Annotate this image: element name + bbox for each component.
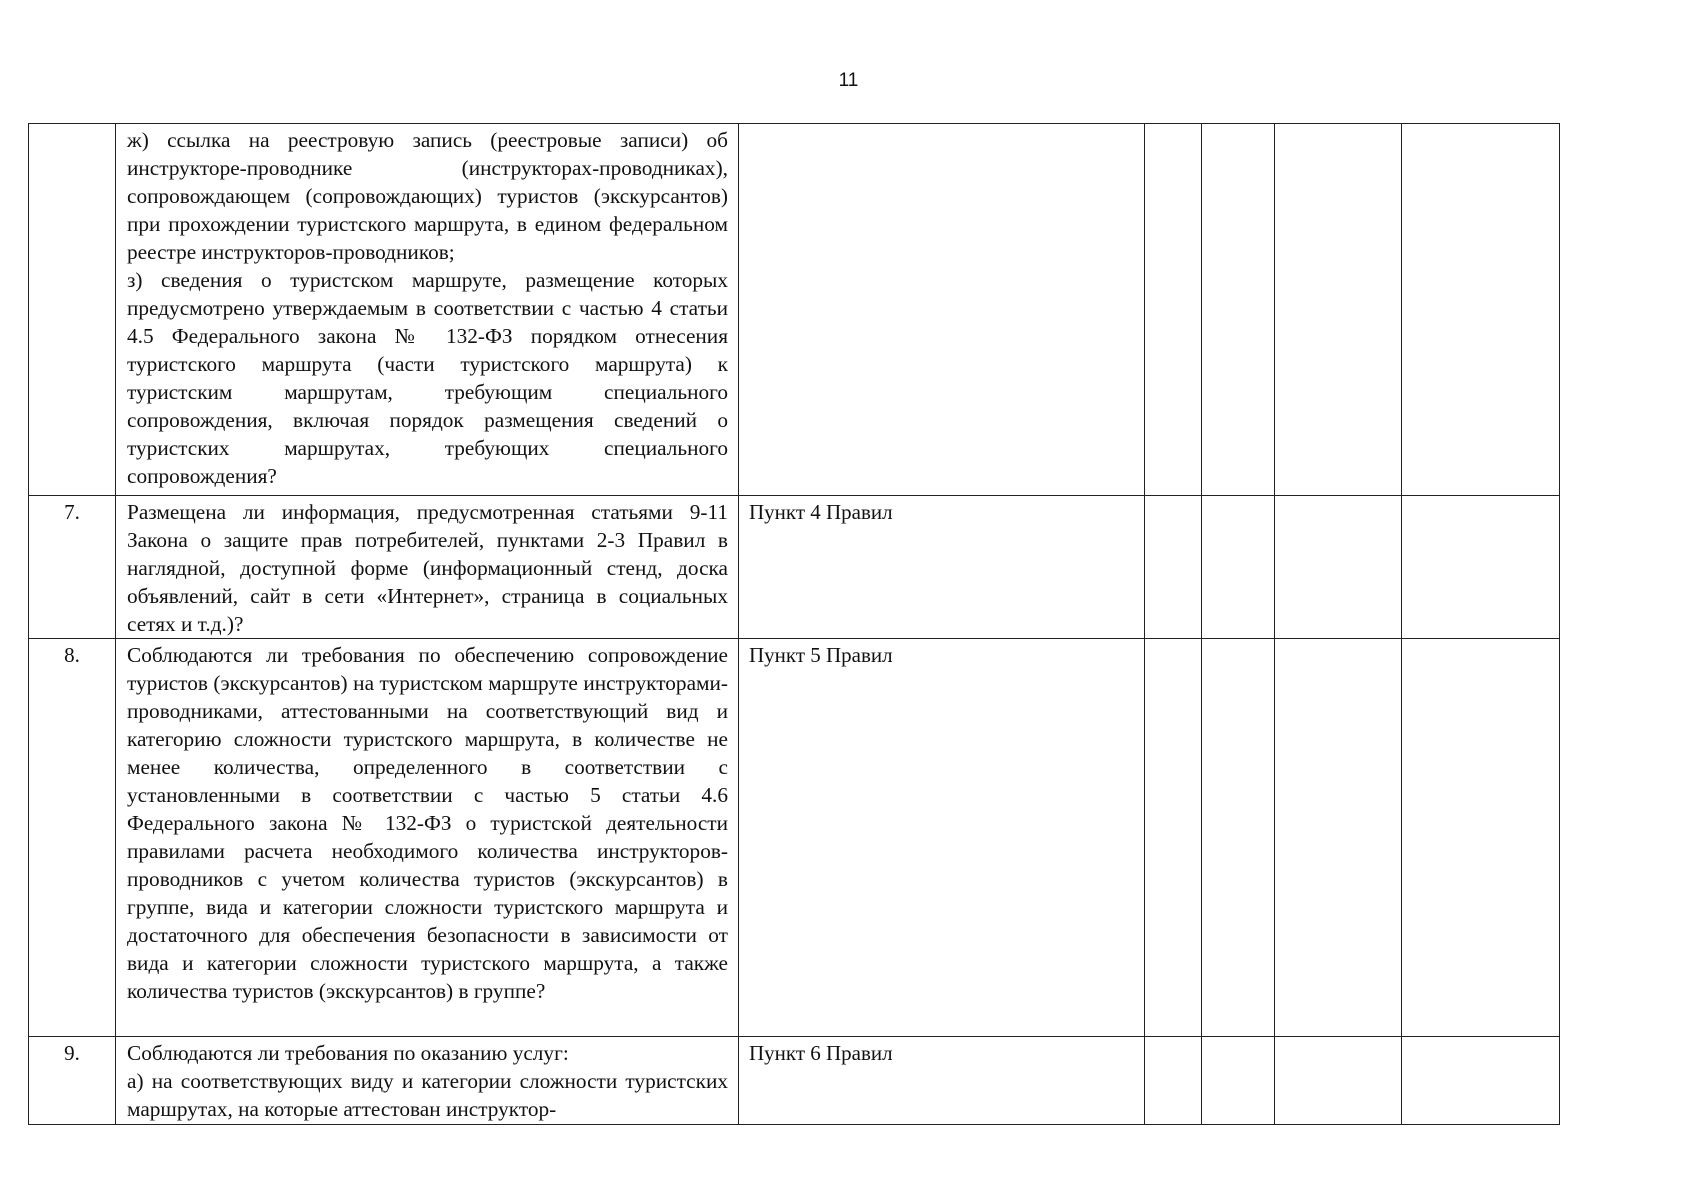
empty-cell: [1145, 1037, 1202, 1125]
empty-cell: [1402, 639, 1560, 1037]
empty-cell: [1202, 639, 1275, 1037]
question-paragraph: Размещена ли информация, предусмотренная статьями 9-11 Закона о защите прав потребителей, пунктами 2-3 Правил в наглядной, доступной форме (информационный стенд, доска объявлений, сайт в сети «Интернет», страница в социальных сетях и т.д.)?: [127, 500, 728, 636]
row-number: [29, 124, 116, 496]
question-paragraph: Соблюдаются ли требования по обеспечению сопровождение туристов (экскурсантов) на туристском маршруте инструкторами-проводниками, аттестованными на соответствующий вид и категорию сложности туристского маршрута, в количестве не менее количества, определенного в соответствии с установленными в соответствии с частью 5 статьи 4.6 Федерального закона № 132-ФЗ о туристской деятельности правилами расчета необходимого количества инструкторов- проводников с учетом количества туристов (экскурсантов) в группе, вида и категории сложности туристского маршрута и достаточного для обеспечения безопасности в зависимости от вида и категории сложности туристского маршрута, а также количества туристов (экскурсантов) в группе?: [127, 643, 728, 1003]
question-cell: [116, 124, 739, 496]
row-number: 9.: [29, 1037, 116, 1125]
empty-cell: [1402, 124, 1560, 496]
empty-cell: [1202, 124, 1275, 496]
empty-cell: [1402, 496, 1560, 639]
empty-cell: [1275, 1037, 1402, 1125]
question-paragraph: Соблюдаются ли требования по оказанию услуг:: [127, 1041, 569, 1065]
empty-cell: [1202, 1037, 1275, 1125]
row-number: 8.: [29, 639, 116, 1037]
empty-cell: [1145, 124, 1202, 496]
empty-cell: [1145, 496, 1202, 639]
reference-cell: Пункт 6 Правил: [739, 1037, 1145, 1125]
question-cell: [116, 496, 739, 639]
empty-cell: [1275, 124, 1402, 496]
question-paragraph: а) на соответствующих виду и категории сложности туристских маршрутах, на которые аттестован инструктор-: [127, 1069, 728, 1121]
empty-cell: [1275, 639, 1402, 1037]
reference-cell: Пункт 5 Правил: [739, 639, 1145, 1037]
row-number: 7.: [29, 496, 116, 639]
table-row: [29, 124, 1560, 496]
question-paragraph: з) сведения о туристском маршруте, размещение которых предусмотрено утверждаемым в соответствии с частью 4 статьи 4.5 Федерального закона № 132-ФЗ порядком отнесения туристского маршрута (части туристского маршрута) к туристским маршрутам, требующим специального сопровождения, включая порядок размещения сведений о туристских маршрутах, требующих специального сопровождения?: [127, 268, 728, 488]
empty-cell: [1275, 496, 1402, 639]
empty-cell: [1402, 1037, 1560, 1125]
reference-cell: Пункт 4 Правил: [739, 496, 1145, 639]
question-cell: [116, 1037, 739, 1125]
question-paragraph: ж) ссылка на реестровую запись (реестровые записи) об инструкторе-проводнике (инструкторах-проводниках), сопровождающем (сопровождающих) туристов (экскурсантов) при прохождении туристского маршрута, в едином федеральном реестре инструкторов-проводников;: [127, 128, 728, 264]
empty-cell: [1145, 639, 1202, 1037]
reference-cell: [739, 124, 1145, 496]
table-row: [29, 1037, 1560, 1125]
question-cell: [116, 639, 739, 1037]
checklist-table: [28, 123, 1560, 1125]
table-row: [29, 496, 1560, 639]
page-number: 11: [838, 70, 859, 91]
table-row: [29, 639, 1560, 1037]
empty-cell: [1202, 496, 1275, 639]
